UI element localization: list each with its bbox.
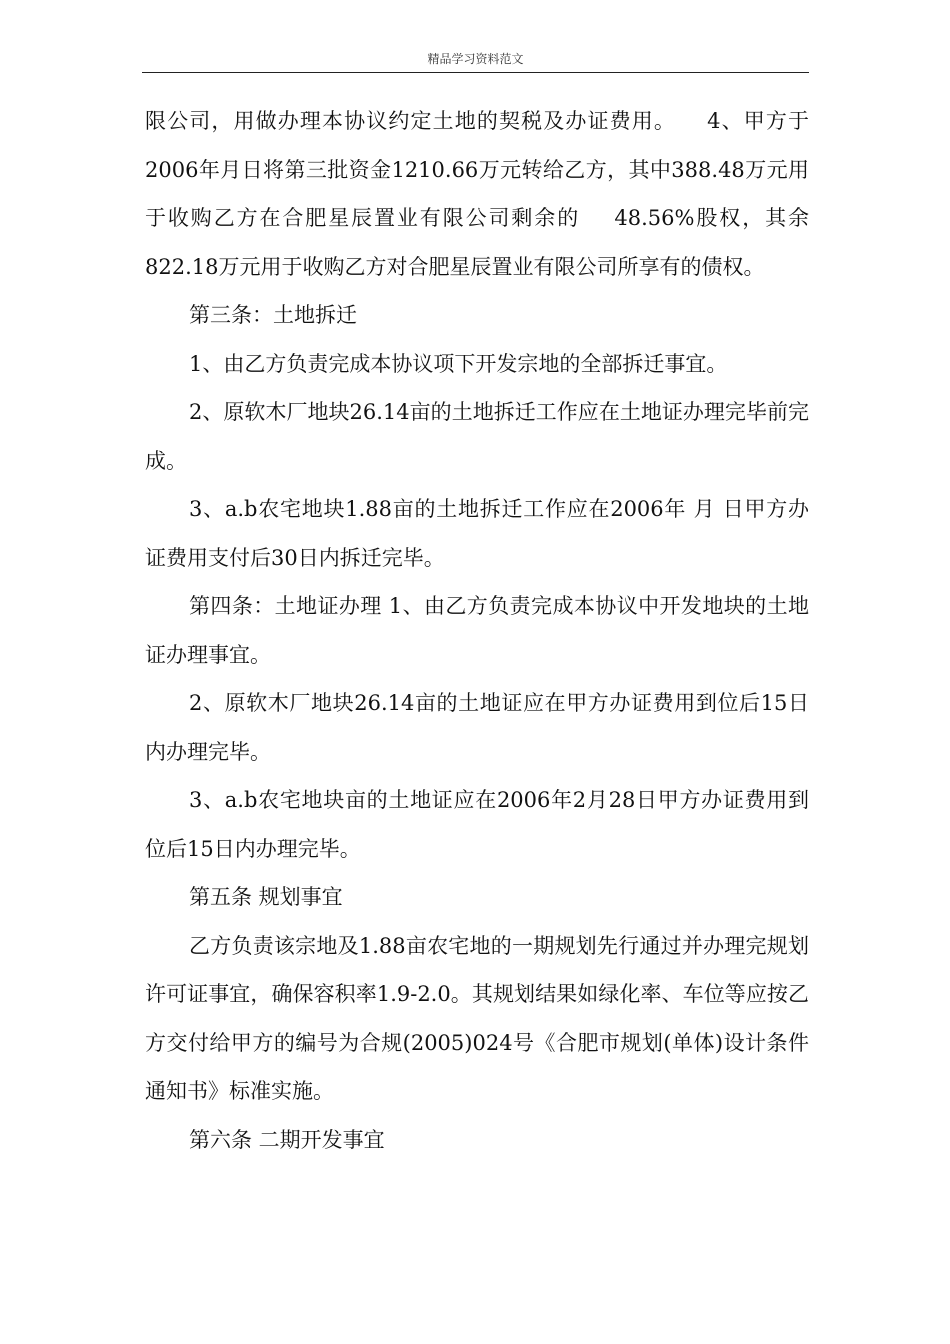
- paragraph-payment-4: 限公司，用做办理本协议约定土地的契税及办证费用。 4、甲方于2006年月日将第三批资金1210.66万元转给乙方，其中388.48万元用于收购乙方在合肥星辰置业有限公司剩余的 48.56%股权，其余822.18万元用于收购乙方对合肥星辰置业有限公司所享有的债权。: [145, 109, 809, 279]
- paragraph-demolition-1: 1、由乙方负责完成本协议项下开发宗地的全部拆迁事宜。: [189, 351, 728, 376]
- paragraph-planning: 乙方负责该宗地及1.88亩农宅地的一期规划先行通过并办理完规划许可证事宜，确保容积率1.9-2.0。其规划结果如绿化率、车位等应按乙方交付给甲方的编号为合规(2005)024号《合肥市规划(单体)设计条件通知书》标准实施。: [145, 933, 809, 1103]
- heading-article-6: 第六条 二期开发事宜: [189, 1127, 385, 1152]
- paragraph-certificate-2: 2、原软木厂地块26.14亩的土地证应在甲方办证费用到位后15日内办理完毕。: [145, 691, 809, 764]
- paragraph-article-4: 第四条：土地证办理 1、由乙方负责完成本协议中开发地块的土地证办理事宜。: [145, 594, 809, 667]
- paragraph-demolition-2: 2、原软木厂地块26.14亩的土地拆迁工作应在土地证办理完毕前完成。: [145, 400, 809, 473]
- paragraph-demolition-3: 3、a.b农宅地块1.88亩的土地拆迁工作应在2006年 月 日甲方办证费用支付后30日内拆迁完毕。: [145, 497, 809, 570]
- paragraph-certificate-3: 3、a.b农宅地块亩的土地证应在2006年2月28日甲方办证费用到位后15日内办理完毕。: [145, 788, 809, 861]
- header-title: 精品学习资料范文: [427, 52, 524, 66]
- document-body: [145, 97, 809, 1164]
- heading-article-3: 第三条：土地拆迁: [189, 303, 357, 327]
- page-header: [142, 52, 809, 73]
- heading-article-5: 第五条 规划事宜: [189, 885, 343, 909]
